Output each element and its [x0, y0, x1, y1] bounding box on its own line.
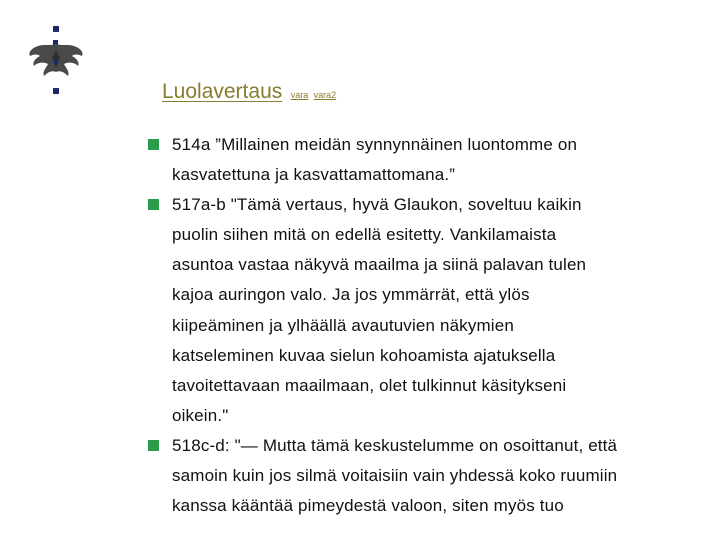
slide-header — [162, 80, 336, 104]
vara2-link[interactable]: vara2 — [313, 90, 337, 100]
bullet-text-line: puolin siihen mitä on edellä esitetty. Vankilamaista — [172, 225, 557, 245]
bullet-marker-icon — [148, 199, 159, 210]
slide-title-link[interactable]: Luolavertaus — [162, 80, 283, 103]
bullet-marker-icon — [148, 440, 159, 451]
bullet-text-line: oikein." — [172, 405, 229, 425]
bullet-text-line: 518c-d: "— Mutta tämä keskustelumme on osoittanut, että — [172, 435, 618, 455]
bullet-text-line: kajoa auringon valo. Ja jos ymmärrät, että ylös — [172, 285, 530, 305]
bullet-text-line: kasvatettuna ja kasvattamattomana.” — [172, 165, 456, 185]
bullet-marker-icon — [148, 139, 159, 150]
bullet-item — [148, 190, 708, 431]
bullet-text-line: 517a-b "Tämä vertaus, hyvä Glaukon, soveltuu kaikin — [172, 195, 582, 215]
bullet-text-line: tavoitettavaan maailmaan, olet tulkinnut käsitykseni — [172, 375, 567, 395]
bullet-text-line: asuntoa vastaa näkyvä maailma ja siinä palavan tulen — [172, 255, 587, 275]
bullet-text-line: 514a ”Millainen meidän synnynnäinen luontomme on — [172, 135, 578, 154]
bullet-list — [148, 130, 708, 521]
bullet-text-line: kiipeäminen ja ylhäällä avautuvien näkymien — [172, 315, 514, 335]
university-logo-icon — [22, 24, 90, 98]
bullet-text-line: katseleminen kuvaa sielun kohoamista ajatuksella — [172, 345, 556, 365]
vara-link[interactable]: vara — [290, 90, 309, 100]
bullet-text-line: kanssa kääntää pimeydestä valoon, siten myös tuo — [172, 496, 564, 516]
bullet-text-line: samoin kuin jos silmä voitaisiin vain yhdessä koko ruumiin — [172, 466, 618, 486]
bullet-item — [148, 431, 708, 521]
bullet-item — [148, 130, 708, 190]
